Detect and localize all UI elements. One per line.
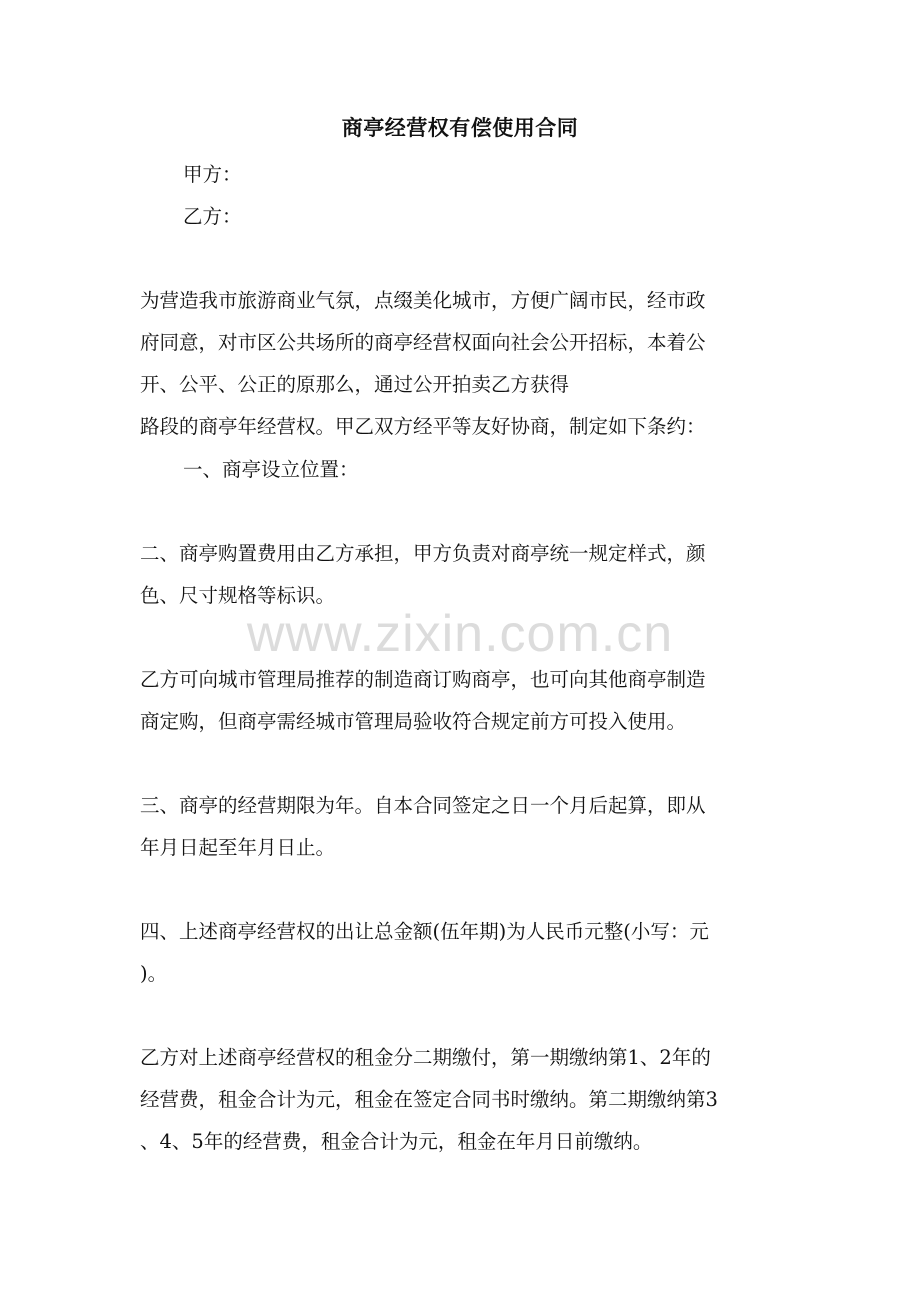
party-b-line: 乙方： — [183, 205, 242, 228]
clause-4b-line: 乙方对上述商亭经营权的租金分二期缴付，第一期缴纳第1、2年的 — [140, 1046, 711, 1069]
clause-4-line: 四、上述商亭经营权的出让总金额(伍年期)为人民币元整(小写：元 — [140, 920, 709, 943]
clause-1: 一、商亭设立位置： — [183, 458, 359, 481]
clause-4b-line: 、4、5年的经营费，租金合计为元，租金在年月日前缴纳。 — [140, 1130, 653, 1153]
party-a-line: 甲方： — [183, 163, 242, 186]
intro-line: 府同意，对市区公共场所的商亭经营权面向社会公开招标，本着公 — [140, 331, 706, 354]
clause-2b-line: 乙方可向城市管理局推荐的制造商订购商亭，也可向其他商亭制造 — [140, 668, 706, 691]
watermark: www.zixin.com.cn — [246, 605, 674, 663]
clause-3-line: 三、商亭的经营期限为年。自本合同签定之日一个月后起算，即从 — [140, 794, 706, 817]
clause-4b-line: 经营费，租金合计为元，租金在签定合同书时缴纳。第二期缴纳第3 — [140, 1088, 718, 1111]
clause-2b-line: 商定购，但商亭需经城市管理局验收符合规定前方可投入使用。 — [140, 710, 687, 733]
intro-line: 为营造我市旅游商业气氛，点缀美化城市，方便广阔市民，经市政 — [140, 289, 706, 312]
clause-4-line: )。 — [140, 962, 168, 985]
clause-2-line: 二、商亭购置费用由乙方承担，甲方负责对商亭统一规定样式，颜 — [140, 542, 706, 565]
clause-3-line: 年月日起至年月日止。 — [140, 836, 336, 859]
clause-2-line: 色、尺寸规格等标识。 — [140, 584, 336, 607]
document-title: 商亭经营权有偿使用合同 — [341, 115, 579, 140]
intro-line: 开、公平、公正的原那么，通过公开拍卖乙方获得 — [140, 373, 570, 396]
intro-line: 路段的商亭年经营权。甲乙双方经平等友好协商，制定如下条约： — [140, 415, 706, 438]
